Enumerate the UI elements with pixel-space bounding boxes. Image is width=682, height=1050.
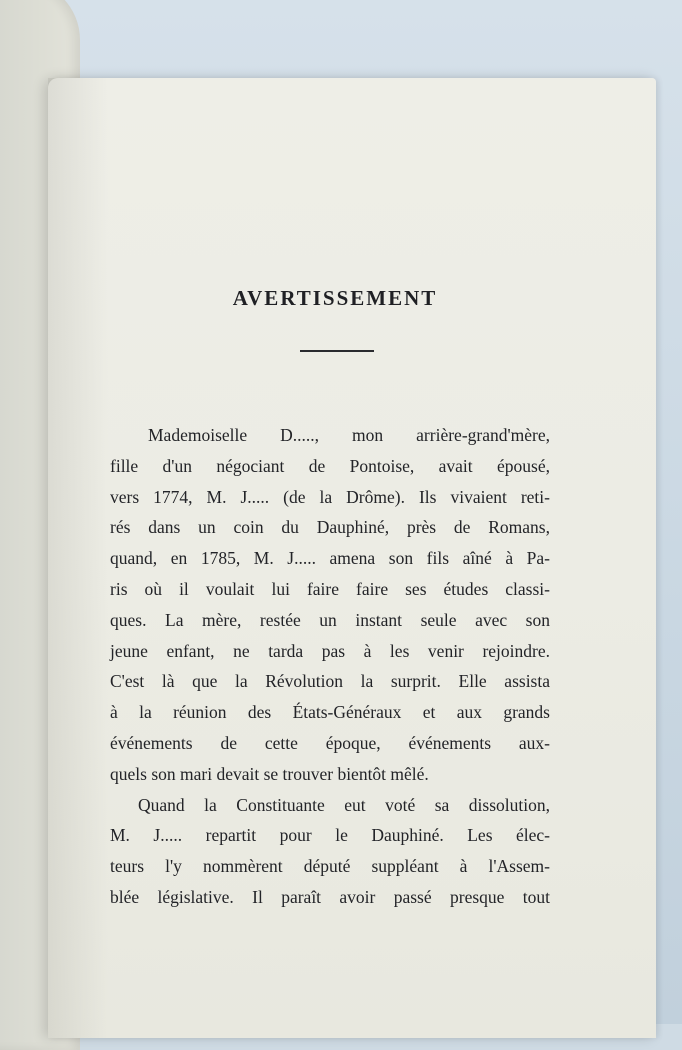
text-line: teurs l'y nommèrent député suppléant à l'Assem- bbox=[110, 856, 550, 877]
text-line: rés dans un coin du Dauphiné, près de Romans, bbox=[110, 517, 550, 538]
text-line: événements de cette époque, événements aux- bbox=[110, 732, 550, 753]
text-line: Mademoiselle D....., mon arrière-grand'mère, bbox=[148, 425, 550, 445]
text-line: ris où il voulait lui faire faire ses études classi- bbox=[110, 578, 550, 599]
text-line: quels son mari devait se trouver bientôt mêlé. bbox=[110, 763, 429, 784]
text-line: fille d'un négociant de Pontoise, avait épousé, bbox=[110, 455, 550, 476]
text-line: vers 1774, M. J..... (de la Drôme). Ils vivaient reti- bbox=[110, 486, 550, 507]
text-line: blée législative. Il paraît avoir passé presque tout bbox=[110, 886, 550, 907]
body-text bbox=[110, 420, 550, 913]
text-line: Quand la Constituante eut voté sa dissolution, bbox=[138, 794, 550, 815]
text-line: C'est là que la Révolution la surprit. Elle assista bbox=[110, 671, 550, 692]
text-line: ques. La mère, restée un instant seule avec son bbox=[110, 609, 550, 630]
page-heading: AVERTISSEMENT bbox=[232, 286, 438, 310]
heading-rule bbox=[300, 350, 374, 352]
text-line: à la réunion des États-Généraux et aux grands bbox=[110, 702, 550, 723]
page-gutter-shadow bbox=[48, 78, 108, 1038]
text-line: quand, en 1785, M. J..... amena son fils aîné à Pa- bbox=[110, 548, 550, 569]
text-line: jeune enfant, ne tarda pas à les venir rejoindre. bbox=[110, 640, 550, 661]
text-line: M. J..... repartit pour le Dauphiné. Les élec- bbox=[110, 825, 550, 846]
